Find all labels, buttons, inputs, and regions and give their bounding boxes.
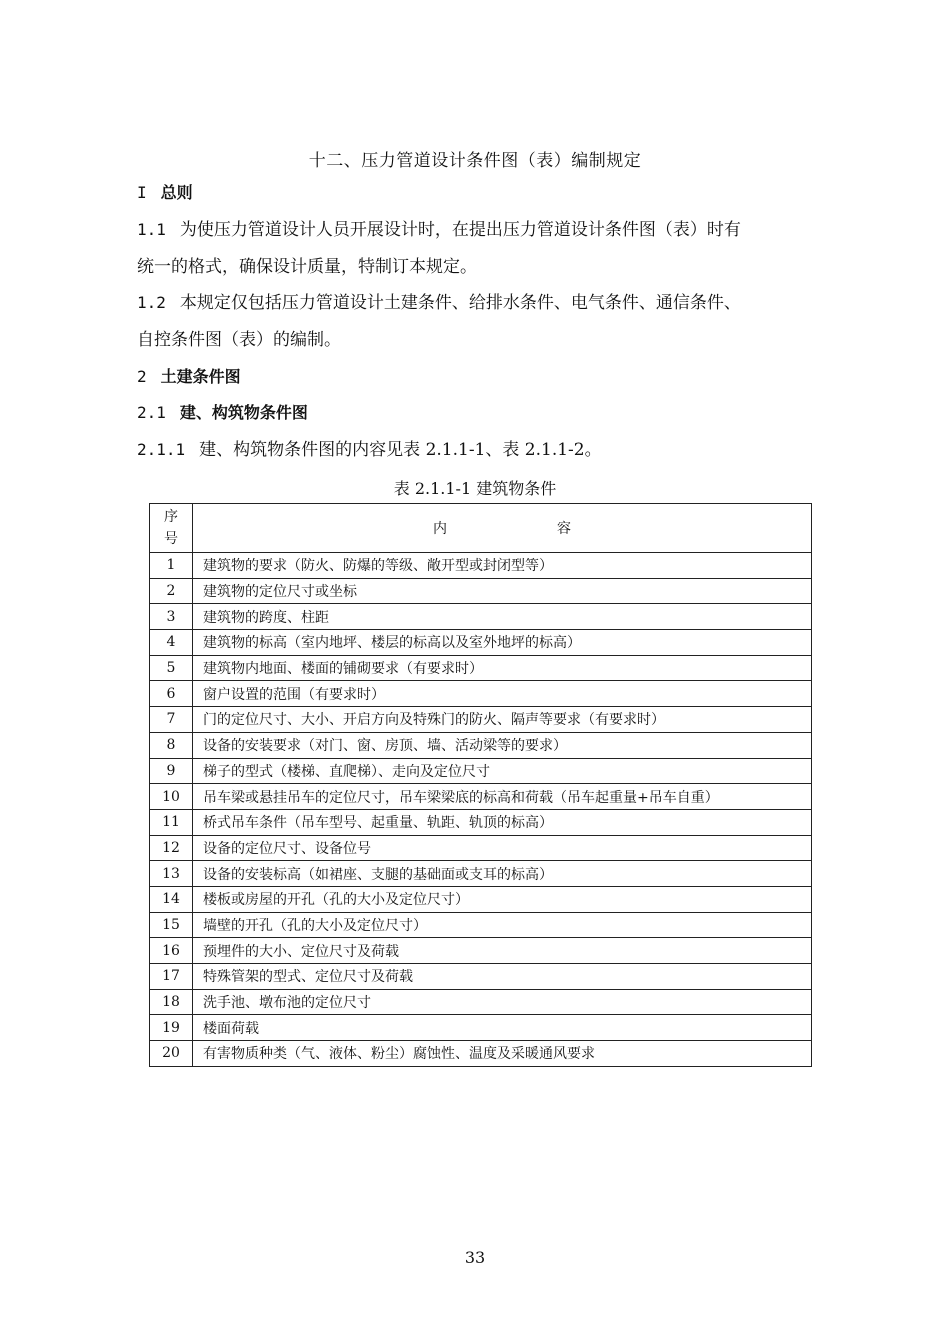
table-row: [150, 912, 812, 938]
paragraph-text: 自控条件图（表）的编制。: [137, 330, 341, 350]
row-content: 建筑物的要求（防火、防爆的等级、敞开型或封闭型等）: [193, 553, 812, 579]
section-title: 土建条件图: [160, 367, 241, 386]
section-heading: [137, 365, 817, 389]
row-number: 15: [150, 912, 193, 938]
section-number: 2: [137, 367, 147, 386]
table-row: [150, 886, 812, 912]
row-number: 11: [150, 809, 193, 835]
row-content: 门的定位尺寸、大小、开启方向及特殊门的防火、隔声等要求（有要求时）: [193, 707, 812, 733]
row-number: 20: [150, 1041, 193, 1067]
header-content: [193, 504, 812, 553]
clause-number: 1.2: [137, 293, 166, 312]
section-title: 建、构筑物条件图: [179, 403, 308, 422]
table-row: [150, 835, 812, 861]
table-row: [150, 861, 812, 887]
row-content: 有害物质种类（气、液体、粉尘）腐蚀性、温度及采暖通风要求: [193, 1041, 812, 1067]
row-number: 5: [150, 655, 193, 681]
row-number: 18: [150, 989, 193, 1015]
header-content-char-2: 容: [557, 521, 571, 537]
row-number: 10: [150, 784, 193, 810]
row-content: 墙壁的开孔（孔的大小及定位尺寸）: [193, 912, 812, 938]
paragraph-text: 统一的格式，确保设计质量，特制订本规定。: [137, 257, 477, 277]
table-row: [150, 938, 812, 964]
row-number: 4: [150, 630, 193, 656]
row-content: 设备的安装要求（对门、窗、房顶、墙、活动梁等的要求）: [193, 732, 812, 758]
building-conditions-table: [149, 503, 812, 1067]
row-content: 建筑物的跨度、柱距: [193, 604, 812, 630]
paragraph-line: [137, 218, 817, 242]
section-title: 总则: [160, 183, 193, 202]
table-row: [150, 604, 812, 630]
row-content: 建筑物的定位尺寸或坐标: [193, 578, 812, 604]
row-content: 楼板或房屋的开孔（孔的大小及定位尺寸）: [193, 886, 812, 912]
row-number: 13: [150, 861, 193, 887]
clause-number: 1.1: [137, 220, 166, 239]
row-number: 19: [150, 1015, 193, 1041]
row-number: 2: [150, 578, 193, 604]
clause-number: 2.1.1: [137, 440, 186, 459]
row-number: 9: [150, 758, 193, 784]
paragraph-line: [137, 328, 817, 352]
row-number: 12: [150, 835, 193, 861]
row-content: 预埋件的大小、定位尺寸及荷载: [193, 938, 812, 964]
section-heading: [137, 401, 817, 425]
header-serial-number: [150, 504, 193, 553]
row-content: 洗手池、墩布池的定位尺寸: [193, 989, 812, 1015]
table-row: [150, 758, 812, 784]
table-row: [150, 578, 812, 604]
row-content: 桥式吊车条件（吊车型号、起重量、轨距、轨顶的标高）: [193, 809, 812, 835]
header-content-char-1: 内: [433, 521, 447, 537]
row-content: 设备的定位尺寸、设备位号: [193, 835, 812, 861]
table-row: [150, 553, 812, 579]
row-content: 建筑物内地面、楼面的铺砌要求（有要求时）: [193, 655, 812, 681]
header-serial-char-2: 号: [164, 531, 178, 547]
table-caption: 表 2.1.1-1 建筑物条件: [393, 479, 557, 498]
paragraph-line: [137, 255, 817, 279]
row-number: 16: [150, 938, 193, 964]
paragraph-text: 本规定仅包括压力管道设计土建条件、给排水条件、电气条件、通信条件、: [179, 293, 741, 313]
section-heading: [137, 181, 817, 205]
row-number: 6: [150, 681, 193, 707]
row-number: 17: [150, 964, 193, 990]
table-row: [150, 964, 812, 990]
paragraph-line: [137, 438, 817, 462]
row-number: 8: [150, 732, 193, 758]
paragraph-text: 为使压力管道设计人员开展设计时，在提出压力管道设计条件图（表）时有: [179, 220, 741, 240]
page-title: 十二、压力管道设计条件图（表）编制规定: [308, 151, 642, 171]
page-number: 33: [464, 1248, 486, 1267]
table-row: [150, 809, 812, 835]
table-row: [150, 784, 812, 810]
paragraph-line: [137, 291, 817, 315]
row-content: 梯子的型式（楼梯、直爬梯）、走向及定位尺寸: [193, 758, 812, 784]
row-content: 楼面荷载: [193, 1015, 812, 1041]
table-header-row: [150, 504, 812, 553]
header-serial-char-1: 序: [164, 509, 178, 525]
row-number: 7: [150, 707, 193, 733]
table-row: [150, 681, 812, 707]
table-row: [150, 655, 812, 681]
row-content: 特殊管架的型式、定位尺寸及荷载: [193, 964, 812, 990]
table-row: [150, 732, 812, 758]
section-number: 2.1: [137, 403, 166, 422]
table-row: [150, 707, 812, 733]
table-body: [150, 553, 812, 1067]
paragraph-text: 建、构筑物条件图的内容见表 2.1.1-1、表 2.1.1-2。: [199, 440, 602, 460]
table-row: [150, 1041, 812, 1067]
row-content: 设备的安装标高（如裙座、支腿的基础面或支耳的标高）: [193, 861, 812, 887]
table-row: [150, 1015, 812, 1041]
row-content: 吊车梁或悬挂吊车的定位尺寸，吊车梁梁底的标高和荷载（吊车起重量+吊车自重）: [193, 784, 812, 810]
row-content: 建筑物的标高（室内地坪、楼层的标高以及室外地坪的标高）: [193, 630, 812, 656]
table-row: [150, 630, 812, 656]
section-number: I: [137, 183, 147, 202]
table-row: [150, 989, 812, 1015]
row-number: 3: [150, 604, 193, 630]
row-number: 1: [150, 553, 193, 579]
row-number: 14: [150, 886, 193, 912]
row-content: 窗户设置的范围（有要求时）: [193, 681, 812, 707]
